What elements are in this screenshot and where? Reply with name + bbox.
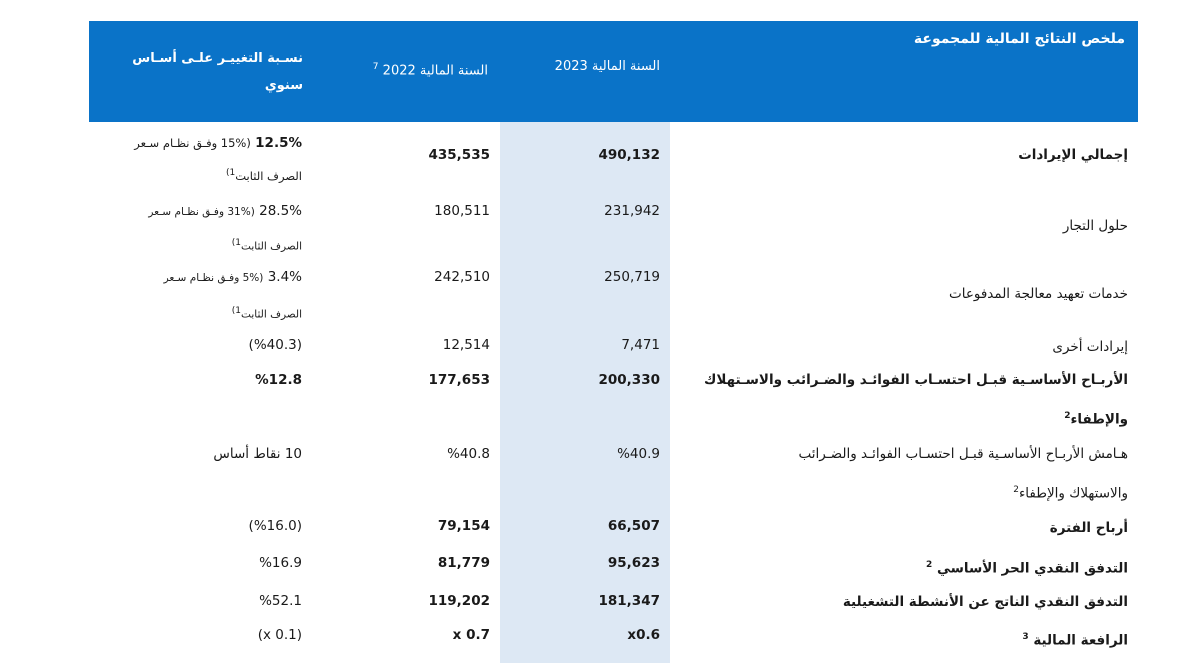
value-fy2022: 12,514 <box>442 337 490 353</box>
yoy-change-note: (15% وفـق نظـام سـعر <box>134 136 251 150</box>
value-fy2023: 200,330 <box>598 372 660 388</box>
yoy-change: (%16.0) <box>248 518 302 534</box>
value-fy2023: 231,942 <box>604 203 660 219</box>
yoy-change-value: 28.5% <box>259 203 302 219</box>
yoy-change-note-line2: الصرف الثابت1) <box>231 306 302 321</box>
row-label: التدفق النقدي الناتج عن الأنشطة التشغيلية <box>842 594 1128 610</box>
column-header-fy2023: السنة المالية 2023 <box>554 59 660 74</box>
value-fy2023: 490,132 <box>598 147 660 163</box>
row-label: هـامش الأربـاح الأساسـية قبـل احتسـاب الفوائـد والضـرائب <box>798 446 1128 462</box>
yoy-change: (%40.3) <box>248 337 302 353</box>
yoy-change-note-line2: الصرف الثابت$^{1)}$ <box>225 168 302 183</box>
yoy-change-note: (5% وفـق نظـام سـعر <box>163 272 264 284</box>
value-fy2023: %40.9 <box>617 446 660 462</box>
row-label: خدمات تعهيد معالجة المدفوعات <box>949 286 1128 302</box>
value-fy2023: 181,347 <box>598 593 660 609</box>
column-header-fy2022-note: 7 <box>372 62 379 72</box>
yoy-change: 10 نقاط أساس <box>213 446 302 462</box>
row-label: الأربـاح الأساسـية قبـل احتسـاب الفوائـد والضـرائب والاسـتهلاك <box>704 372 1128 388</box>
value-fy2022: 435,535 <box>428 147 490 163</box>
yoy-change-value: 12.5% <box>255 135 302 151</box>
row-label: إيرادات أخرى <box>1052 339 1128 355</box>
row-label: حلول التجار <box>1062 218 1128 234</box>
yoy-change-note: (31% وفـق نظـام سـعر <box>148 206 255 218</box>
value-fy2022: %40.8 <box>447 446 490 462</box>
row-label: الرافعة المالية $^3$ <box>1022 632 1128 649</box>
row-label: التدفق النقدي الحر الأساسي $^2$ <box>926 560 1128 577</box>
row-label: أرباح الفترة <box>1049 520 1128 536</box>
table-header <box>89 21 1138 122</box>
value-fy2022: 81,779 <box>437 555 490 571</box>
row-label: إجمالي الإيرادات <box>1018 147 1128 163</box>
value-fy2022: 242,510 <box>434 269 490 285</box>
column-header-yoy-change-line2: سنوي <box>264 78 303 93</box>
yoy-change: %12.8 <box>255 372 302 388</box>
value-fy2022: x 0.7 <box>452 627 490 643</box>
row-label-line2: والإطفاء$^2$ <box>1064 411 1128 428</box>
yoy-change: (x 0.1) <box>257 627 302 643</box>
yoy-change <box>87 200 302 223</box>
column-header-yoy-change-line1: نسـبة التغييـر علـى أسـاس <box>132 51 303 66</box>
value-fy2022: 180,511 <box>434 203 490 219</box>
value-fy2023: 7,471 <box>621 337 660 353</box>
column-header-fy2022-label: السنة المالية 2022 <box>382 63 488 79</box>
value-fy2023: 95,623 <box>607 555 660 571</box>
row-label-line2: والاستهلاك والإطفاء$^2$ <box>1013 485 1128 502</box>
yoy-change: %52.1 <box>259 593 302 609</box>
column-header-fy2022 <box>373 55 488 83</box>
yoy-change <box>87 266 302 289</box>
value-fy2022: 177,653 <box>428 372 490 388</box>
yoy-change: %16.9 <box>259 555 302 571</box>
value-fy2023: 66,507 <box>607 518 660 534</box>
column-header-yoy-change <box>98 45 303 99</box>
table-title: ملخص النتائج المالية للمجموعة <box>913 31 1125 47</box>
yoy-change <box>87 132 302 154</box>
yoy-change-value: 3.4% <box>267 269 302 285</box>
value-fy2023: x0.6 <box>627 627 660 643</box>
value-fy2023: 250,719 <box>604 269 660 285</box>
value-fy2022: 79,154 <box>437 518 490 534</box>
yoy-change-note-line2: الصرف الثابت1) <box>231 238 302 253</box>
value-fy2022: 119,202 <box>428 593 490 609</box>
